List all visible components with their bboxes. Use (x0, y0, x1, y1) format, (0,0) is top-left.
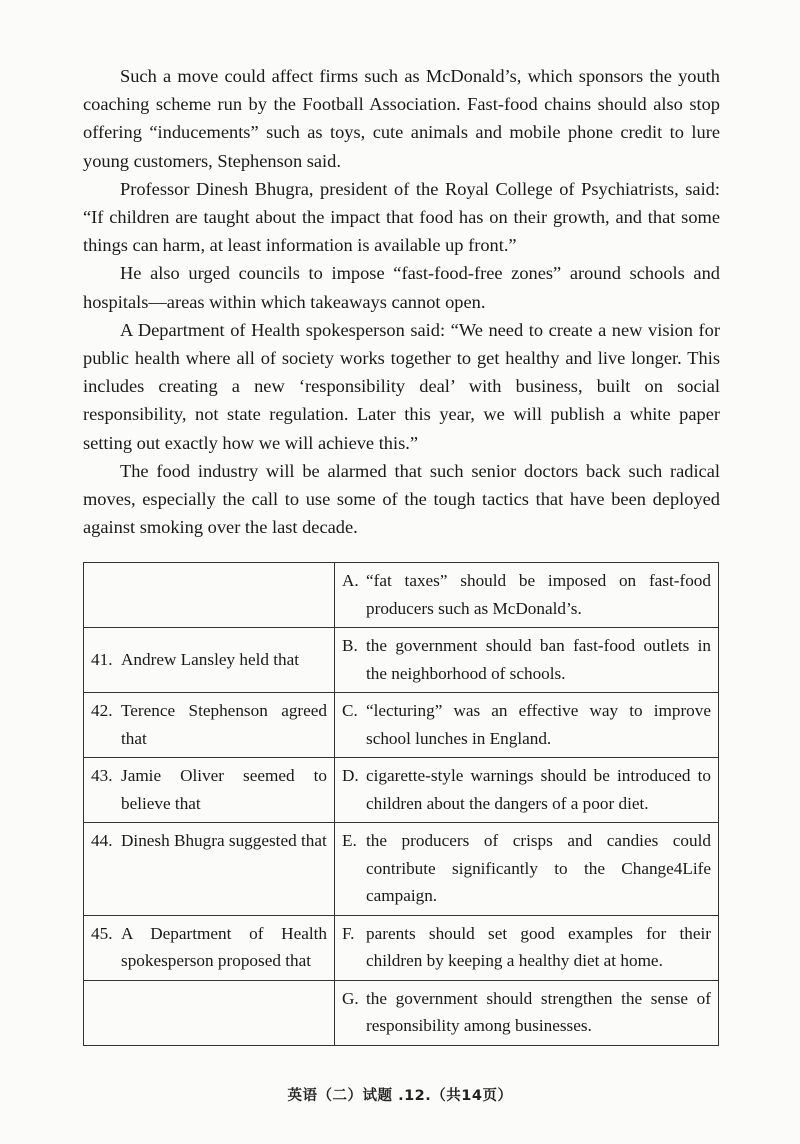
question-number: 45. (91, 923, 113, 943)
question-number: 42. (91, 701, 113, 720)
table-row (84, 628, 719, 693)
question-cell (84, 823, 335, 916)
option-letter: D. (342, 766, 359, 785)
question-cell (84, 628, 335, 693)
reading-passage (83, 62, 720, 541)
question-cell (84, 980, 335, 1045)
option-text: parents should set good examples for their children by keeping a healthy diet at home. (366, 923, 711, 970)
paragraph: Such a move could affect firms such as McDonald’s, which sponsors the youth coaching scheme run by the Football Association. Fast-food chains should also stop offering “inducements” such as toys, cute animals and mobile phone credit to lure young customers, Stephenson said. (83, 66, 720, 171)
paragraph: He also urged councils to impose “fast-food-free zones” around schools and hospitals—areas within which takeaways cannot open. (83, 263, 720, 312)
option-letter: B. (342, 636, 358, 655)
table-row (84, 980, 719, 1045)
option-cell (335, 823, 719, 916)
paragraph: A Department of Health spokesperson said: “We need to create a new vision for public health where all of society works together to get healthy and live longer. This includes creating a new ‘responsibility deal’ with business, built on social responsibility, not state regulation. Later this year, we will publish a white paper setting out exactly how we will achieve this.” (83, 319, 720, 453)
paragraph: The food industry will be alarmed that such senior doctors back such radical moves, especially the call to use some of the tough tactics that have been deployed against smoking over the last decade. (83, 460, 720, 538)
table-row (84, 823, 719, 916)
question-number: 43. (91, 766, 113, 785)
option-text: “fat taxes” should be imposed on fast-food producers such as McDonald’s. (366, 571, 711, 618)
question-cell (84, 915, 335, 980)
option-letter: C. (342, 701, 358, 720)
option-cell (335, 563, 719, 628)
option-cell (335, 693, 719, 758)
table-row (84, 693, 719, 758)
table-row (84, 758, 719, 823)
option-letter: G. (342, 988, 359, 1008)
option-text: cigarette-style warnings should be introduced to children about the dangers of a poor diet. (366, 766, 711, 813)
paragraph: Professor Dinesh Bhugra, president of the Royal College of Psychiatrists, said: “If children are taught about the impact that food has on their growth, and that some things can harm, at least information is available up front.” (83, 178, 720, 256)
table-row (84, 563, 719, 628)
question-cell (84, 563, 335, 628)
option-cell (335, 980, 719, 1045)
option-text: the producers of crisps and candies could contribute significantly to the Change4Life campaign. (366, 831, 711, 905)
option-text: the government should strengthen the sense of responsibility among businesses. (366, 988, 711, 1035)
question-text: Andrew Lansley held that (121, 649, 300, 669)
option-cell (335, 758, 719, 823)
question-cell (84, 693, 335, 758)
question-cell (84, 758, 335, 823)
question-text: Dinesh Bhugra suggested that (121, 831, 327, 850)
question-text: Jamie Oliver seemed to believe that (121, 766, 327, 813)
option-letter: A. (342, 571, 359, 590)
option-text: “lecturing” was an effective way to improve school lunches in England. (366, 701, 711, 748)
page-footer: 英语（二）试题 .12.（共14页） (287, 1088, 513, 1104)
option-cell (335, 915, 719, 980)
table-row (84, 915, 719, 980)
question-text: A Department of Health spokesperson proposed that (121, 923, 327, 970)
option-text: the government should ban fast-food outlets in the neighborhood of schools. (366, 636, 711, 683)
option-cell (335, 628, 719, 693)
question-number: 41. (91, 649, 113, 669)
option-letter: E. (342, 831, 357, 850)
question-text: Terence Stephenson agreed that (121, 701, 327, 748)
matching-table (83, 562, 719, 1046)
question-number: 44. (91, 831, 113, 850)
option-letter: F. (342, 923, 355, 943)
